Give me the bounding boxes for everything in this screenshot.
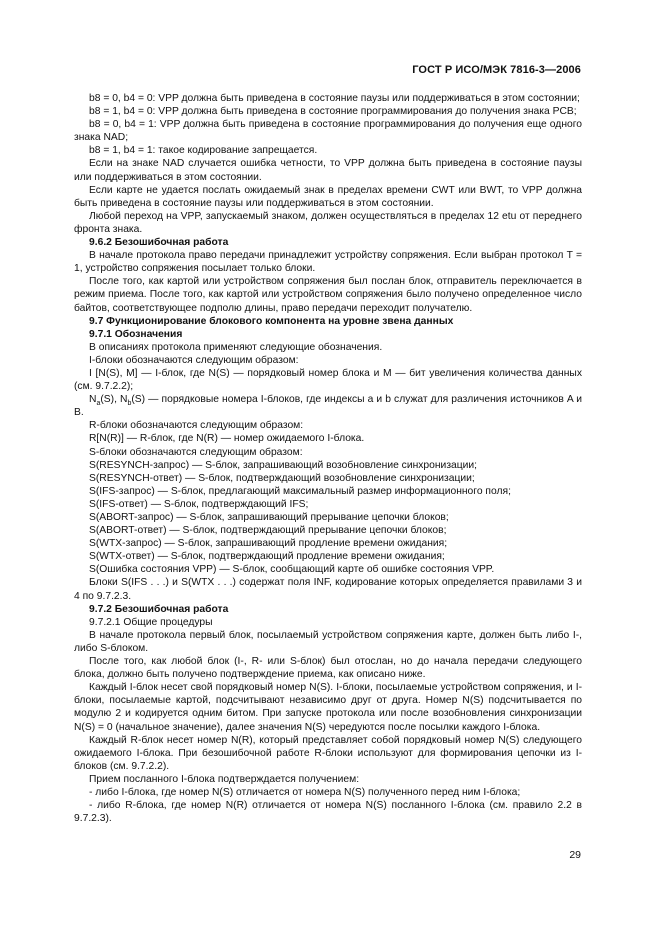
list-item: S(WTX-ответ) — S-блок, подтверждающий продление времени ожидания; — [89, 551, 445, 563]
paragraph: Блоки S(IFS . . .) и S(WTX . . .) содержат поля INF, кодирование которых определяется правилами 3 и 4 по 9.7.2.3. — [74, 577, 582, 602]
paragraph: В начале протокола первый блок, посылаемый устройством сопряжения карте, должен быть либо I-, либо S-блоком. — [74, 629, 582, 654]
paragraph: В начале протокола право передачи принадлежит устройству сопряжения. Если выбран протокол T = 1, устройство сопряжения посылает только блоки. — [74, 250, 582, 275]
paragraph: b8 = 1, b4 = 0: VPP должна быть приведена в состояние программирования до получения знака PCB; — [89, 106, 577, 118]
section-heading-9-7-1: 9.7.1 Обозначения — [89, 328, 183, 340]
paragraph: b8 = 0, b4 = 1: VPP должна быть приведена в состояние программирования до получения еще одного знака NAD; — [74, 119, 582, 144]
paragraph: После того, как картой или устройством сопряжения был послан блок, отправитель переключается в режим приема. После того, как картой или устройством сопряжения было получено определенное число байтов, соответствующее подполю длины, право передачи переходит получателю. — [74, 276, 582, 314]
subscript-b: b — [127, 400, 132, 408]
list-item: S(IFS-ответ) — S-блок, подтверждающий IFS; — [89, 498, 309, 510]
paragraph: Любой переход на VPP, запускаемый знаком, должен осуществляться в пределах 12 etu от переднего фронта знака. — [74, 210, 582, 235]
paragraph: b8 = 1, b4 = 1: такое кодирование запрещается. — [89, 145, 318, 157]
paragraph: Если на знаке NAD случается ошибка четности, то VPP должна быть приведена в состояние паузы или поддерживаться в этом состоянии. — [74, 158, 582, 183]
paragraph-sequence-numbers — [74, 393, 582, 419]
paragraph: S-блоки обозначаются следующим образом: — [89, 446, 303, 458]
list-item: S(ABORT-ответ) — S-блок, подтверждающий прерывание цепочки блоков; — [89, 525, 447, 537]
section-heading-9-7-2: 9.7.2 Безошибочная работа — [89, 603, 229, 615]
paragraph: Каждый I-блок несет свой порядковый номер N(S). I-блоки, посылаемые устройством сопряжения, и I-блоки, посылаемые картой, подсчитывают независимо друг от друга. Номер N(S) подсчитывается по модулю 2 и кодируется одним битом. При запуске протокола или после возобновления синхронизации N(S) = 0 (начальное значение), далее значения N(S) чередуются после посылки каждого I-блока. — [74, 682, 582, 733]
paragraph: В описаниях протокола применяют следующие обозначения. — [89, 341, 383, 353]
subsection-heading-9-7-2-1: 9.7.2.1 Общие процедуры — [89, 616, 213, 628]
paragraph: R[N(R)] — R-блок, где N(R) — номер ожидаемого I-блока. — [89, 433, 365, 445]
list-item: - либо R-блока, где номер N(R) отличается от номера N(S) посланного I-блока (см. правило 2.2 в 9.7.2.3). — [74, 800, 582, 825]
list-item: - либо I-блока, где номер N(S) отличается от номера N(S) полученного перед ним I-блока; — [89, 786, 521, 798]
page-body — [74, 92, 582, 825]
text: (S), N — [100, 394, 128, 406]
paragraph: I-блоки обозначаются следующим образом: — [89, 354, 299, 366]
paragraph: R-блоки обозначаются следующим образом: — [89, 420, 304, 432]
section-heading-9-6-2: 9.6.2 Безошибочная работа — [89, 237, 229, 249]
list-item: S(RESYNCH-ответ) — S-блок, подтверждающий возобновление синхронизации; — [89, 472, 475, 484]
text: (S) — порядковые номера I-блоков, где индексы a и b служат для различения источников A и B. — [74, 394, 583, 419]
paragraph: Прием посланного I-блока подтверждается получением: — [89, 773, 360, 785]
list-item: S(RESYNCH-запрос) — S-блок, запрашивающий возобновление синхронизации; — [89, 459, 478, 471]
list-item: S(ABORT-запрос) — S-блок, запрашивающий прерывание цепочки блоков; — [89, 512, 449, 523]
paragraph: I [N(S), M] — I-блок, где N(S) — порядковый номер блока и M — бит увеличения количества данных (см. 9.7.2.2); — [74, 367, 582, 393]
symbol-n: N — [89, 394, 97, 406]
paragraph: Если карте не удается послать ожидаемый знак в пределах времени CWT или BWT, то VPP должна быть приведена в состояние паузы или поддерживаться в этом состоянии. — [74, 184, 582, 209]
list-item: S(Ошибка состояния VPP) — S-блок, сообщающий карте об ошибке состояния VPP. — [89, 564, 495, 576]
subscript-a: a — [96, 400, 101, 408]
section-heading-9-7: 9.7 Функционирование блокового компонента на уровне звена данных — [89, 315, 454, 327]
paragraph: b8 = 0, b4 = 0: VPP должна быть приведена в состояние паузы или поддерживаться в этом состоянии; — [89, 93, 580, 104]
paragraph: После того, как любой блок (I-, R- или S-блок) был отослан, но до начала передачи следующего блока, должно быть получено подтверждение приема, как описано ниже. — [74, 656, 582, 681]
document-header: ГОСТ Р ИСО/МЭК 7816-3—2006 — [412, 64, 581, 76]
paragraph: Каждый R-блок несет номер N(R), который представляет собой порядковый номер N(S) следующего ожидаемого I-блока. При безошибочной работе R-блоки используют для формирования цепочки из I-блоков (см. 9.7.2.2). — [74, 734, 582, 772]
page-number: 29 — [569, 849, 581, 861]
list-item: S(WTX-запрос) — S-блок, запрашивающий продление времени ожидания; — [89, 538, 448, 550]
list-item: S(IFS-запрос) — S-блок, предлагающий максимальный размер информационного поля; — [89, 485, 511, 497]
